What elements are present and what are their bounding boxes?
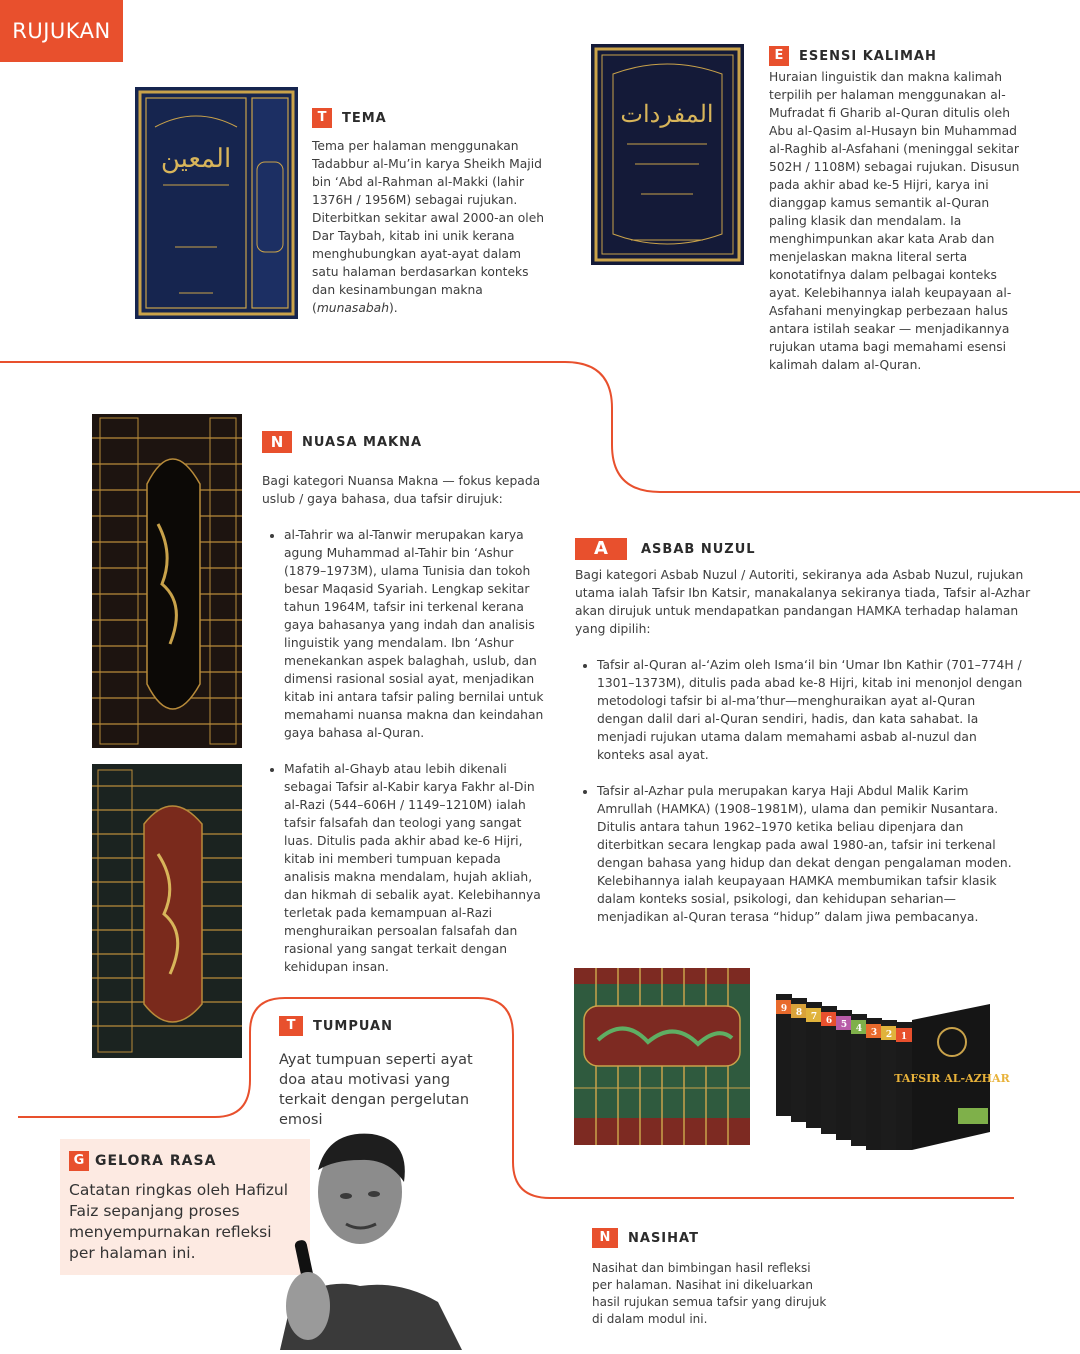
tema-body-end: ).	[389, 301, 398, 315]
list-item: • Tafsir al-Quran al-‘Azim oleh Isma‘il bin ‘Umar Ibn Kathir (701–774H / 1301–1373M), ditulis pada abad ke-8 Hijri, kitab ini menonjol dengan metodologi tafsir bi al-ma’thur—menghuraikan ayat al-Quran dengan dalil dari al-Quran sendiri, hadis, dan kata sahabat. Ia menjadi rujukan utama dalam memahami asbab al-nuzul dan konteks asal ayat.	[597, 656, 1023, 764]
tumpuan-letter-badge: T	[279, 1016, 303, 1036]
azhar-spine-7: 7	[810, 1012, 818, 1022]
tema-body-emphasis: munasabah	[316, 301, 389, 315]
asbab-list	[575, 656, 1023, 944]
tafsir-azhar-books-image	[776, 990, 1010, 1150]
asbab-label	[575, 538, 756, 560]
razi-books-image	[92, 764, 242, 1058]
tema-heading: TEMA	[342, 110, 387, 126]
list-item: • Mafatih al-Ghayb atau lebih dikenali sebagai Tafsir al-Kabir karya Fakhr al-Din al-Razi (544–606H / 1149–1210M) ialah tafsir falsafah dan teologi yang sangat luas. Ditulis pada akhir abad ke-6 Hijri, kitab ini memberi tumpuan kepada analisis makna mendalam, hujah akliah, dan hikmah di sebalik ayat. Kelebihannya terletak pada kemampuan al-Razi menghuraikan persoalan falsafah dan rasional yang sangat terkait dengan kehidupan insan.	[284, 760, 546, 976]
esensi-heading: ESENSI KALIMAH	[799, 48, 937, 64]
list-item: • al-Tahrir wa al-Tanwir merupakan karya agung Muhammad al-Tahir bin ‘Ashur (1879–1973M), ulama Tunisia dan tokoh besar Maqasid Syariah. Lengkap sekitar tahun 1964M, tafsir ini terkenal kerana gaya bahasanya yang indah dan analisis linguistik yang mendalam. Ibn ‘Ashur menekankan aspek balaghah, uslub, dan dimensi rasional sosial ayat, menjadikan kitab ini antara tafsir paling bernilai untuk memahami nuansa makna dan keindahan gaya bahasa al-Quran.	[284, 526, 546, 742]
azhar-spine-8: 8	[795, 1008, 803, 1018]
nuasa-letter-badge: N	[262, 431, 292, 453]
gelora-heading: GELORA RASA	[95, 1153, 217, 1169]
azhar-spine-2: 2	[885, 1030, 893, 1040]
tahrir-books-image	[92, 414, 242, 748]
nasihat-heading: NASIHAT	[628, 1230, 699, 1246]
nuasa-label	[262, 431, 422, 453]
nasihat-body: Nasihat dan bimbingan hasil refleksi per halaman. Nasihat ini dikeluarkan hasil rujukan semua tafsir yang dirujuk di dalam modul ini.	[592, 1261, 827, 1326]
tema-body	[312, 137, 548, 317]
author-portrait	[270, 1130, 470, 1350]
gelora-label	[69, 1151, 216, 1171]
tumpuan-body: Ayat tumpuan seperti ayat doa atau motivasi yang terkait dengan pergelutan emosi	[279, 1052, 473, 1128]
page-title: RUJUKAN	[0, 0, 123, 62]
azhar-spine-4: 4	[855, 1024, 863, 1034]
esensi-letter-badge: E	[769, 46, 789, 66]
nuasa-list	[262, 526, 546, 994]
azhar-spine-1: 1	[900, 1032, 908, 1042]
azhar-cover-title: TAFSIR AL-AZHAR	[894, 1072, 1010, 1085]
tema-letter-badge: T	[312, 108, 332, 128]
asbab-letter-badge: A	[575, 538, 627, 560]
esensi-label	[769, 46, 937, 66]
tema-body-text: Tema per halaman menggunakan Tadabbur al-Mu’in karya Sheikh Majid bin ‘Abd al-Rahman al-Makki (lahir 1376H / 1956M) sebagai rujukan. Diterbitkan sekitar awal 2000-an oleh Dar Taybah, kitab ini unik kerana menghubungkan ayat-ayat dalam satu halaman berdasarkan konteks dan kesinambungan makna (	[312, 139, 545, 315]
azhar-spine-3: 3	[870, 1028, 878, 1038]
nuasa-heading: NUASA MAKNA	[302, 434, 423, 450]
gelora-body: Catatan ringkas oleh Hafizul Faiz sepanjang proses menyempurnakan refleksi per halaman ini.	[69, 1181, 289, 1262]
tumpuan-label	[279, 1016, 393, 1036]
gelora-letter-badge: G	[69, 1151, 89, 1171]
esensi-book-image	[591, 44, 744, 265]
tema-book-title: المعين	[160, 144, 232, 174]
nasihat-letter-badge: N	[592, 1228, 618, 1248]
nasihat-label	[592, 1228, 699, 1248]
ibn-kathir-books-image	[574, 968, 750, 1145]
nuasa-intro: Bagi kategori Nuansa Makna — fokus kepada uslub / gaya bahasa, dua tafsir dirujuk:	[262, 474, 541, 506]
esensi-book-title: المفردات	[620, 100, 714, 128]
tumpuan-heading: TUMPUAN	[313, 1018, 393, 1034]
asbab-heading: ASBAB NUZUL	[641, 541, 756, 557]
azhar-spine-9: 9	[780, 1004, 788, 1014]
azhar-spine-5: 5	[840, 1020, 848, 1030]
list-item: • Tafsir al-Azhar pula merupakan karya Haji Abdul Malik Karim Amrullah (HAMKA) (1908–1981M), ulama dan pemikir Nusantara. Ditulis antara tahun 1962–1970 ketika beliau dipenjara dan diterbitkan secara lengkap pada awal 1980-an, tafsir ini terkenal dengan bahasa yang hidup dan dekat dengan pengalaman moden. Kelebihannya ialah keupayaan HAMKA membumikan tafsir klasik dalam konteks sosial, psikologi, dan kehidupan seharian—menjadikan al-Quran terasa “hidup” dalam jiwa pembacanya.	[597, 782, 1023, 926]
azhar-spine-6: 6	[825, 1016, 833, 1026]
tema-label	[312, 108, 387, 128]
asbab-intro: Bagi kategori Asbab Nuzul / Autoriti, sekiranya ada Asbab Nuzul, rujukan utama ialah Tafsir Ibn Katsir, manakalanya sekiranya tiada, Tafsir al-Azhar akan dirujuk untuk mendapatkan pandangan HAMKA terhadap halaman yang dipilih:	[575, 568, 1031, 636]
tema-book-image	[135, 87, 298, 319]
esensi-body: Huraian linguistik dan makna kalimah terpilih per halaman menggunakan al-Mufradat fi Gharib al-Quran ditulis oleh Abu al-Qasim al-Husayn bin Muhammad al-Raghib al-Asfahani (meninggal sekitar 502H / 1108M) sebagai rujukan. Disusun pada akhir abad ke-5 Hijri, karya ini dianggap kamus semantik al-Quran paling klasik dan mendalam. Ia menghimpunkan akar kata Arab dan menjelaskan makna literal serta konotatifnya dalam pelbagai konteks ayat. Kelebihannya ialah keupayaan al-Asfahani menyingkap perbezaan halus antara istilah seakar — menjadikannya rujukan utama bagi memahami esensi kalimah dalam al-Quran.	[769, 70, 1020, 372]
